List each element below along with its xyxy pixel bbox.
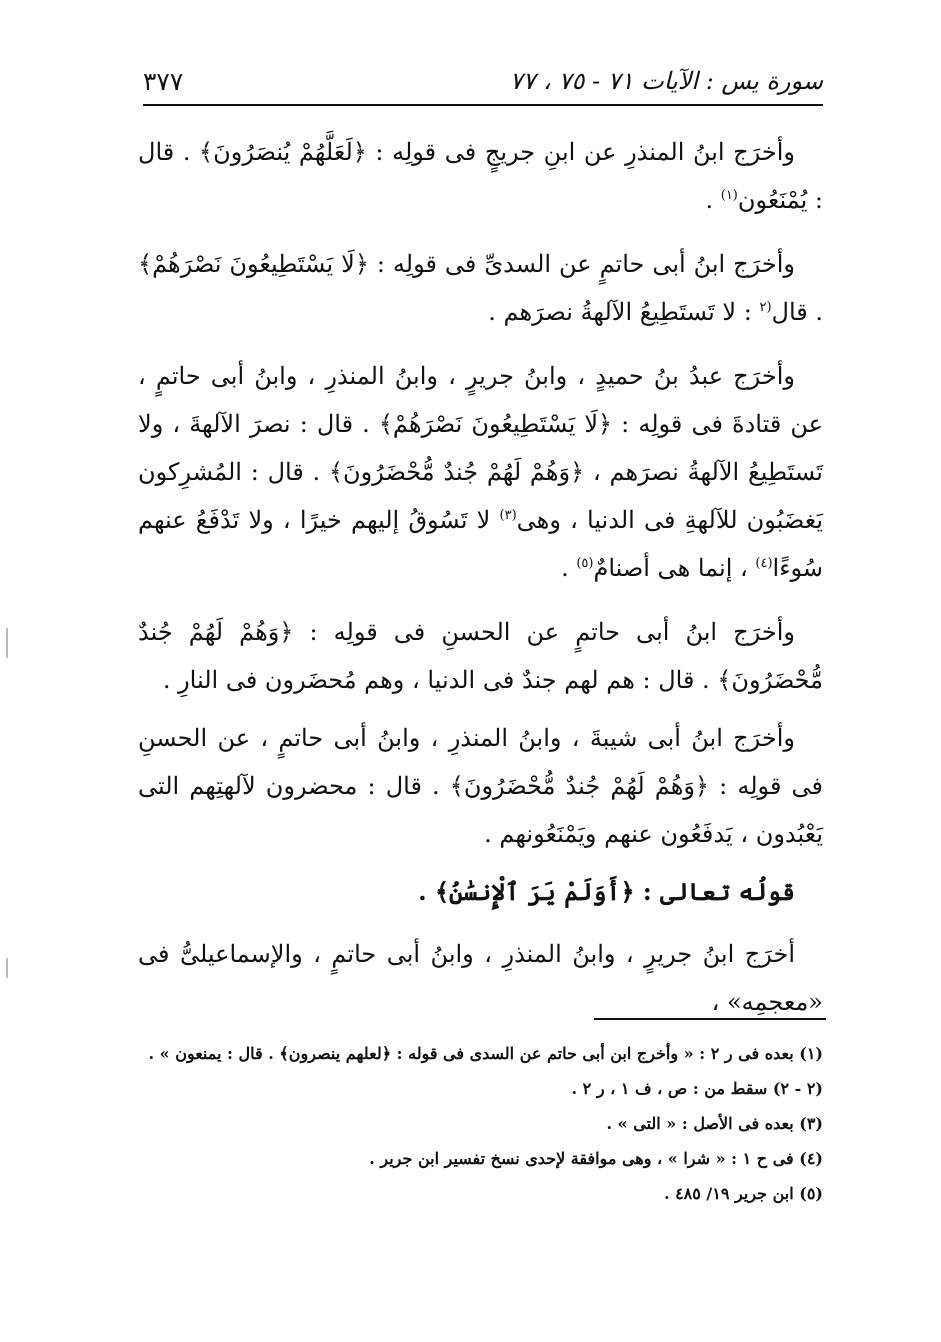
page-number: ٣٧٧ [143,66,184,96]
header-rule [143,104,823,106]
footnote-mark-5: (٥) [576,556,594,571]
paragraph-3: وأخرَج عبدُ بنُ حميدٍ ، وابنُ جريرٍ ، وابنُ المنذرِ ، وابنُ أبى حاتمٍ ، عن قتادةَ فى قولِه : ﴿لَا يَسْتَطِيعُونَ نَصْرَهُمْ﴾ . قال : نصرَ الآلهةَ ، ولا تَستَطِيعُ الآلهةُ نصرَهم ، ﴿وَهُمْ لَهُمْ جُندٌ مُّحْضَرُونَ﴾ . قال : المُشرِكون يَغضَبُون للآلهةِ فى الدنيا ، وهى$^{(٣)}$ لا تَسُوقُ إليهم خيرًا ، ولا تَدْفَعُ عنهم سُوءًا$^{(٤)}$ ، إنما هى أصنامٌ$^{(٥)}$ . [138,362,824,582]
footnotes [138,1036,823,1211]
main-text [138,128,823,1042]
running-header [143,58,823,104]
paragraph-2: وأخرَج ابنُ أبى حاتمٍ عن السدىِّ فى قولِه : ﴿لَا يَسْتَطِيعُونَ نَصْرَهُمْ﴾ . قال$^{(٢}$ : لا تَستَطِيعُ الآلهةُ نصرَهم . [138,250,823,326]
footnote-4: (٤) فى ح ١ : « شرا » ، وهى موافقة لإحدى نسخ تفسير ابن جرير . [369,1149,823,1168]
footnote-mark-2-open: (٢ [759,300,772,315]
verse-heading: قولُه تعالى : ﴿أَوَلَمْ يَرَ ٱلْإِنسَٰنُ﴾ . [418,877,795,906]
footnote-3: (٣) بعده فى الأصل : « التى » . [606,1114,823,1133]
paragraph-1: وأخرَج ابنُ المنذرِ عن ابنِ جريجٍ فى قولِه : ﴿لَعَلَّهُمْ يُنصَرُونَ﴾ . قال : يُمْنَعُون$^{(١)}$ . [138,138,823,214]
footnote-5: (٥) ابن جرير ١٩/ ٤٨٥ . [663,1184,823,1203]
paragraph-5: وأخرَج ابنُ أبى شيبةَ ، وابنُ المنذرِ ، وابنُ أبى حاتمٍ ، عن الحسنِ فى قولِه : ﴿وَهُمْ لَهُمْ جُندٌ مُّحْضَرُونَ﴾ . قال : محضرون لآلهتِهم التى يَعْبُدون ، يَدفَعُون عنهم ويَمْنَعُونهم . [138,724,823,848]
footnote-mark-3: (٣) [499,508,517,523]
footnote-1: (١) بعده فى ر ٢ : « وأخرج ابن أبى حاتم عن السدى فى قوله : ﴿لعلهم ينصرون﴾ . قال : يمنعون » . [148,1044,823,1063]
scan-edge-mark [6,958,8,978]
footnote-mark-4: (٤) [755,556,773,571]
footnote-mark-1: (١) [720,188,738,203]
paragraph-6: أخرَج ابنُ جريرٍ ، وابنُ المنذرِ ، وابنُ أبى حاتمٍ ، والإسماعيلىُّ فى «معجمِه» ، [138,940,823,1016]
paragraph-4: وأخرَج ابنُ أبى حاتمٍ عن الحسنِ فى قولِه : ﴿وَهُمْ لَهُمْ جُندٌ مُّحْضَرُونَ﴾ . قال : هم لهم جندٌ فى الدنيا ، وهم مُحضَرون فى النارِ . [138,618,823,694]
header-title: سورة يس : الآيات ٧١ - ٧٥ ، ٧٧ [509,67,823,95]
footnote-2: (٢ - ٢) سقط من : ص ، ف ١ ، ر ٢ . [571,1079,823,1098]
scan-edge-mark [6,628,8,658]
footnote-separator [594,1018,826,1020]
